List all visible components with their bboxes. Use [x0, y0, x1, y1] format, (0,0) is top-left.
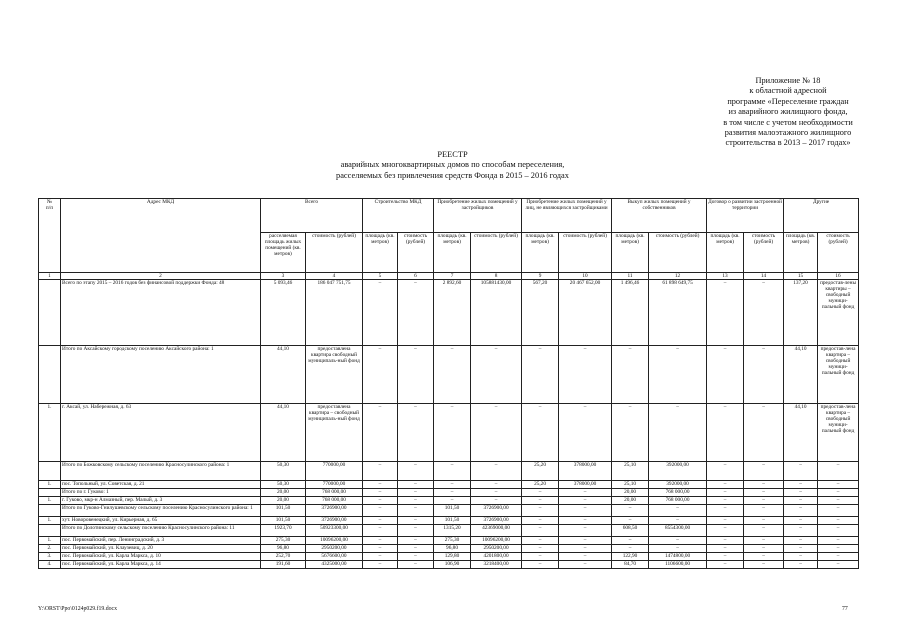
row-cell: 20,00	[261, 489, 306, 497]
page-number: 77	[842, 606, 848, 612]
column-number: 13	[707, 273, 744, 280]
column-number: 11	[612, 273, 649, 280]
row-cell: 101,50	[434, 505, 471, 517]
row-cell: –	[363, 462, 398, 481]
row-cell: 608,50	[612, 525, 649, 537]
row-cell: –	[707, 505, 744, 517]
subtotal-row	[39, 346, 859, 404]
appendix-line: развития малоэтажного жилищного	[724, 128, 852, 138]
row-cell: –	[649, 346, 707, 404]
row-number: 1.	[39, 481, 61, 489]
row-cell: –	[398, 404, 434, 462]
row-cell: 3726900,00	[306, 505, 363, 517]
row-number	[39, 280, 61, 346]
row-cell: –	[522, 561, 559, 569]
header-buyout: Выкуп жилых помещений у собственников	[612, 199, 707, 233]
row-cell: 101,50	[261, 517, 306, 525]
row-cell: 567,20	[522, 280, 559, 346]
row-cell: –	[707, 537, 744, 545]
row-cell: –	[744, 505, 784, 517]
row-cell: –	[649, 505, 707, 517]
row-number: 1.	[39, 404, 61, 462]
row-cell: –	[363, 517, 398, 525]
row-cell: 129,80	[434, 553, 471, 561]
row-cell: –	[818, 517, 859, 525]
row-cell: предостав-лена квартира – свободный муници-пальный фонд	[818, 346, 859, 404]
registry-table	[38, 198, 859, 569]
row-cell: –	[559, 497, 612, 505]
row-address: пос. Первомайский, пер. Ленинградский, д. 3	[61, 537, 261, 545]
row-cell: –	[363, 561, 398, 569]
row-cell: –	[559, 404, 612, 462]
column-number: 7	[434, 273, 471, 280]
row-cell: –	[784, 505, 818, 517]
row-cell: –	[784, 537, 818, 545]
row-cell: –	[707, 462, 744, 481]
row-cell: –	[471, 346, 522, 404]
row-cell: –	[363, 404, 398, 462]
row-cell: –	[559, 553, 612, 561]
row-cell: –	[612, 545, 649, 553]
row-cell: 768 000,00	[306, 489, 363, 497]
row-cell: 252,70	[261, 553, 306, 561]
row-number	[39, 525, 61, 537]
row-cell: –	[818, 505, 859, 517]
row-cell: –	[784, 497, 818, 505]
row-cell: 3726900,00	[471, 517, 522, 525]
row-cell: 106,90	[434, 561, 471, 569]
row-address: пос. Первомайский, ул. Карла Маркса, д. 10	[61, 553, 261, 561]
row-cell: 1106600,00	[649, 561, 707, 569]
row-cell: –	[522, 517, 559, 525]
appendix-line: в том числе с учетом необходимости	[723, 117, 853, 127]
row-cell: 186 047 751,75	[306, 280, 363, 346]
subheader-area: площадь (кв. метров)	[784, 233, 818, 273]
row-cell: 96,80	[434, 545, 471, 553]
row-cell: 25,10	[612, 462, 649, 481]
row-cell: –	[818, 481, 859, 489]
row-cell: 25,20	[522, 481, 559, 489]
row-cell: –	[522, 489, 559, 497]
row-cell: –	[612, 537, 649, 545]
row-cell: предоставлена квартира свободный муниципаль-ный фонд	[306, 346, 363, 404]
appendix-line: Приложение № 18	[755, 76, 821, 85]
row-cell: 122,90	[612, 553, 649, 561]
row-cell: 44,10	[784, 346, 818, 404]
table-row	[39, 561, 859, 569]
row-cell: –	[784, 553, 818, 561]
row-cell: –	[707, 517, 744, 525]
row-address: г. Гуково, мкр-н Алмазный, пер. Малый, д. 3	[61, 497, 261, 505]
subheader-area: площадь (кв. метров)	[434, 233, 471, 273]
row-cell: –	[559, 346, 612, 404]
subtotal-row	[39, 525, 859, 537]
column-number: 4	[306, 273, 363, 280]
row-cell: –	[744, 537, 784, 545]
title-line: РЕЕСТР	[437, 150, 468, 159]
row-cell: 42369000,00	[471, 525, 522, 537]
row-cell: –	[398, 346, 434, 404]
file-path-footer: Y:\ORST\Ppo\0124p029.f19.docx	[38, 606, 118, 612]
row-cell: –	[612, 505, 649, 517]
row-cell: –	[471, 489, 522, 497]
row-address: Итого по г. Гуково: 1	[61, 489, 261, 497]
header-address: Адрес МКД	[61, 199, 261, 273]
row-cell: –	[522, 525, 559, 537]
subheader-area: площадь (кв. метров)	[363, 233, 398, 273]
header-total: Всего	[261, 199, 363, 233]
row-number: 3.	[39, 553, 61, 561]
subheader-cost: стоимость (рублей)	[398, 233, 434, 273]
row-cell: –	[707, 561, 744, 569]
row-cell: –	[398, 525, 434, 537]
row-address: пос. Первомайский, ул. Клаузевиц, д. 20	[61, 545, 261, 553]
row-cell: –	[398, 481, 434, 489]
subheader-area-total: расселяемая площадь жилых помещений (кв. метров)	[261, 233, 306, 273]
row-cell: –	[363, 505, 398, 517]
row-cell: –	[434, 497, 471, 505]
row-cell: –	[363, 481, 398, 489]
row-cell: –	[784, 481, 818, 489]
row-cell: 1923,70	[261, 525, 306, 537]
subtotal-row	[39, 462, 859, 481]
row-cell: –	[398, 497, 434, 505]
subtotal-row	[39, 280, 859, 346]
table-row	[39, 481, 859, 489]
row-number: 1.	[39, 537, 61, 545]
row-cell: предоставлена квартира – свободный муниципаль-ный фонд	[306, 404, 363, 462]
column-number: 3	[261, 273, 306, 280]
column-number: 5	[363, 273, 398, 280]
appendix-line: строительства в 2013 – 2017 годах»	[725, 138, 851, 148]
row-cell: 770000,00	[306, 481, 363, 489]
column-number: 8	[471, 273, 522, 280]
row-address: г. Аксай, ул. Набережная, д. 63	[61, 404, 261, 462]
row-cell: –	[784, 489, 818, 497]
table-row	[39, 553, 859, 561]
row-cell: 50,30	[261, 462, 306, 481]
row-cell: –	[707, 497, 744, 505]
row-cell: –	[784, 517, 818, 525]
row-cell: –	[612, 404, 649, 462]
row-cell: 4201800,00	[471, 553, 522, 561]
row-cell: 20,00	[612, 497, 649, 505]
row-cell: –	[818, 561, 859, 569]
row-address: Итого по Гуково-Гнилушевскому сельскому поселению Красносулинского района: 1	[61, 505, 261, 517]
row-cell: –	[434, 489, 471, 497]
row-cell: 768 000,00	[649, 489, 707, 497]
document-title	[0, 150, 905, 181]
subheader-cost: стоимость (рублей)	[744, 233, 784, 273]
appendix-line: программе «Переселение граждан	[727, 96, 849, 106]
row-cell: 10096200,00	[471, 537, 522, 545]
row-cell: –	[398, 545, 434, 553]
row-cell: 4325000,00	[306, 561, 363, 569]
row-cell: –	[434, 346, 471, 404]
row-cell: –	[398, 561, 434, 569]
row-cell: 768 000,00	[649, 497, 707, 505]
row-cell: –	[363, 545, 398, 553]
row-cell: 96,80	[261, 545, 306, 553]
header-construction: Строительство МКД	[363, 199, 434, 233]
row-cell: 378000,00	[559, 481, 612, 489]
table-row	[39, 497, 859, 505]
row-cell: –	[818, 553, 859, 561]
row-cell: 44,10	[261, 404, 306, 462]
row-cell: –	[559, 561, 612, 569]
row-cell: 20,00	[612, 489, 649, 497]
row-cell: 50923300,00	[306, 525, 363, 537]
row-cell: –	[784, 525, 818, 537]
row-cell: –	[398, 280, 434, 346]
row-cell: 44,10	[784, 404, 818, 462]
table-row	[39, 517, 859, 525]
table-row	[39, 537, 859, 545]
row-cell: 25,10	[612, 481, 649, 489]
row-cell: –	[522, 404, 559, 462]
row-cell: –	[559, 489, 612, 497]
row-cell: 8554300,00	[649, 525, 707, 537]
row-cell: –	[744, 489, 784, 497]
row-address: хут. Новоровенецкий, ул. Кирьерная, д. 65	[61, 517, 261, 525]
row-cell: –	[363, 537, 398, 545]
column-number: 1	[39, 273, 61, 280]
column-number: 10	[559, 273, 612, 280]
table-row	[39, 545, 859, 553]
row-cell: 1 496,46	[612, 280, 649, 346]
row-cell: –	[398, 517, 434, 525]
row-cell: –	[522, 553, 559, 561]
row-cell: –	[363, 553, 398, 561]
row-cell: –	[522, 497, 559, 505]
row-cell: –	[707, 489, 744, 497]
row-cell: –	[744, 525, 784, 537]
column-number: 2	[61, 273, 261, 280]
subheader-cost: стоимость (рублей)	[649, 233, 707, 273]
row-cell: 5676600,00	[306, 553, 363, 561]
row-cell: –	[707, 481, 744, 489]
header-other: Другие	[784, 199, 859, 233]
row-cell: 3726900,00	[471, 505, 522, 517]
row-cell: –	[434, 404, 471, 462]
row-number: 1.	[39, 517, 61, 525]
row-cell: 50,30	[261, 481, 306, 489]
row-cell: 105881430,00	[471, 280, 522, 346]
row-cell: –	[707, 346, 744, 404]
row-cell: –	[522, 505, 559, 517]
row-cell: 275,30	[434, 537, 471, 545]
row-cell: –	[784, 561, 818, 569]
row-cell: –	[522, 545, 559, 553]
row-cell: 5 093,46	[261, 280, 306, 346]
row-cell: 44,10	[261, 346, 306, 404]
row-cell: –	[398, 505, 434, 517]
column-number: 15	[784, 273, 818, 280]
row-cell: 25,20	[522, 462, 559, 481]
row-cell: –	[707, 525, 744, 537]
row-cell: –	[434, 481, 471, 489]
row-cell: 101,50	[434, 517, 471, 525]
subheader-cost: стоимость (рублей)	[818, 233, 859, 273]
row-cell: –	[707, 553, 744, 561]
row-cell: 3726900,00	[306, 517, 363, 525]
row-cell: –	[434, 462, 471, 481]
row-address: пос. Топольный, ул. Советская, д. 21	[61, 481, 261, 489]
row-cell: –	[649, 545, 707, 553]
column-number: 16	[818, 273, 859, 280]
appendix-line: из аварийного жилищного фонда,	[728, 107, 848, 117]
row-cell: 191,60	[261, 561, 306, 569]
row-cell: –	[612, 517, 649, 525]
row-address: Всего по этапу 2015 – 2016 годов без финансовой поддержки Фонда: 48	[61, 280, 261, 346]
row-cell: –	[398, 553, 434, 561]
row-cell: –	[649, 517, 707, 525]
row-number	[39, 489, 61, 497]
row-cell: 137,20	[784, 280, 818, 346]
row-cell: –	[784, 462, 818, 481]
appendix-block	[688, 76, 888, 149]
row-number: 2.	[39, 545, 61, 553]
row-cell: –	[744, 280, 784, 346]
subheader-cost: стоимость (рублей)	[471, 233, 522, 273]
row-cell: –	[559, 525, 612, 537]
row-cell: –	[818, 497, 859, 505]
row-cell: 275,30	[261, 537, 306, 545]
row-cell: 768 000,00	[306, 497, 363, 505]
title-line: расселяемых без привлечения средств Фонда в 2015 – 2016 годах	[336, 170, 569, 180]
table-row	[39, 404, 859, 462]
appendix-line: к областной адресной	[749, 86, 827, 96]
row-cell: –	[522, 537, 559, 545]
row-cell: –	[398, 537, 434, 545]
row-cell: –	[471, 404, 522, 462]
row-cell: –	[744, 346, 784, 404]
row-cell: –	[612, 346, 649, 404]
row-cell: –	[363, 489, 398, 497]
row-address: пос. Первомайский, ул. Карла Маркса, д. 14	[61, 561, 261, 569]
subheader-cost: стоимость (рублей)	[559, 233, 612, 273]
column-number: 12	[649, 273, 707, 280]
row-cell: 10096200,00	[306, 537, 363, 545]
row-cell: –	[471, 497, 522, 505]
row-cell: –	[818, 489, 859, 497]
row-cell: 1315,20	[434, 525, 471, 537]
subtotal-row	[39, 505, 859, 517]
row-cell: –	[398, 462, 434, 481]
row-cell: –	[649, 537, 707, 545]
row-cell: 378000,00	[559, 462, 612, 481]
row-cell: –	[471, 481, 522, 489]
row-cell: –	[818, 537, 859, 545]
column-number: 9	[522, 273, 559, 280]
row-cell: –	[363, 280, 398, 346]
row-cell: 392000,00	[649, 481, 707, 489]
row-cell: –	[559, 545, 612, 553]
row-cell: 3218400,00	[471, 561, 522, 569]
subheader-area: площадь (кв. метров)	[522, 233, 559, 273]
row-cell: –	[784, 545, 818, 553]
row-cell: –	[818, 462, 859, 481]
row-cell: –	[744, 561, 784, 569]
row-cell: –	[707, 404, 744, 462]
row-cell: –	[649, 404, 707, 462]
row-cell: 84,70	[612, 561, 649, 569]
row-cell: –	[363, 525, 398, 537]
row-number: 4.	[39, 561, 61, 569]
row-cell: –	[559, 505, 612, 517]
row-cell: 101,50	[261, 505, 306, 517]
row-cell: 770000,00	[306, 462, 363, 481]
row-cell: 2950200,00	[471, 545, 522, 553]
row-cell: 1474800,00	[649, 553, 707, 561]
title-line: аварийных многоквартирных домов по способам переселения,	[340, 160, 565, 170]
row-number	[39, 462, 61, 481]
row-cell: –	[818, 525, 859, 537]
row-cell: 20 467 652,00	[559, 280, 612, 346]
row-cell: 2 892,60	[434, 280, 471, 346]
row-cell: –	[363, 497, 398, 505]
subheader-area: площадь (кв. метров)	[707, 233, 744, 273]
row-cell: –	[744, 462, 784, 481]
row-cell: –	[522, 346, 559, 404]
header-territory: Договор о развитии застроенной территории	[707, 199, 784, 233]
row-cell: 61 898 649,75	[649, 280, 707, 346]
subheader-area: площадь (кв. метров)	[612, 233, 649, 273]
row-address: Итого по Аксайскому городскому поселению Аксайского района: 1	[61, 346, 261, 404]
row-cell: 2950200,00	[306, 545, 363, 553]
registry-body	[39, 280, 859, 569]
row-cell: 392000,00	[649, 462, 707, 481]
row-cell: –	[471, 462, 522, 481]
row-cell: –	[744, 545, 784, 553]
row-cell: –	[559, 537, 612, 545]
row-cell: –	[398, 489, 434, 497]
row-cell: –	[559, 517, 612, 525]
row-cell: предостав-лена квартира – свободный муници-пальный фонд	[818, 404, 859, 462]
header-acq-nonbuilders: Приобретение жилых помещений у лиц, не являющихся застройщиками	[522, 199, 612, 233]
row-address: Итого по Божковскому сельскому поселению Красносулинского района: 1	[61, 462, 261, 481]
row-cell: 20,00	[261, 497, 306, 505]
row-cell: –	[363, 346, 398, 404]
subtotal-row	[39, 489, 859, 497]
header-num: № п/п	[39, 199, 61, 273]
column-number: 6	[398, 273, 434, 280]
row-cell: –	[744, 517, 784, 525]
row-number: 1.	[39, 497, 61, 505]
row-cell: –	[744, 404, 784, 462]
row-cell: предостав-лены квартиры – свободный муници-пальный фонд	[818, 280, 859, 346]
column-number-row	[39, 273, 859, 280]
row-cell: –	[744, 497, 784, 505]
row-cell: –	[707, 280, 744, 346]
row-cell: –	[707, 545, 744, 553]
row-cell: –	[818, 545, 859, 553]
row-cell: –	[744, 481, 784, 489]
column-number: 14	[744, 273, 784, 280]
subheader-cost: стоимость (рублей)	[306, 233, 363, 273]
row-cell: –	[744, 553, 784, 561]
header-acq-builders: Приобретение жилых помещений у застройщиков	[434, 199, 522, 233]
row-number	[39, 346, 61, 404]
row-address: Итого по Долотинскому сельскому поселению Красносулинского района: 11	[61, 525, 261, 537]
row-number	[39, 505, 61, 517]
